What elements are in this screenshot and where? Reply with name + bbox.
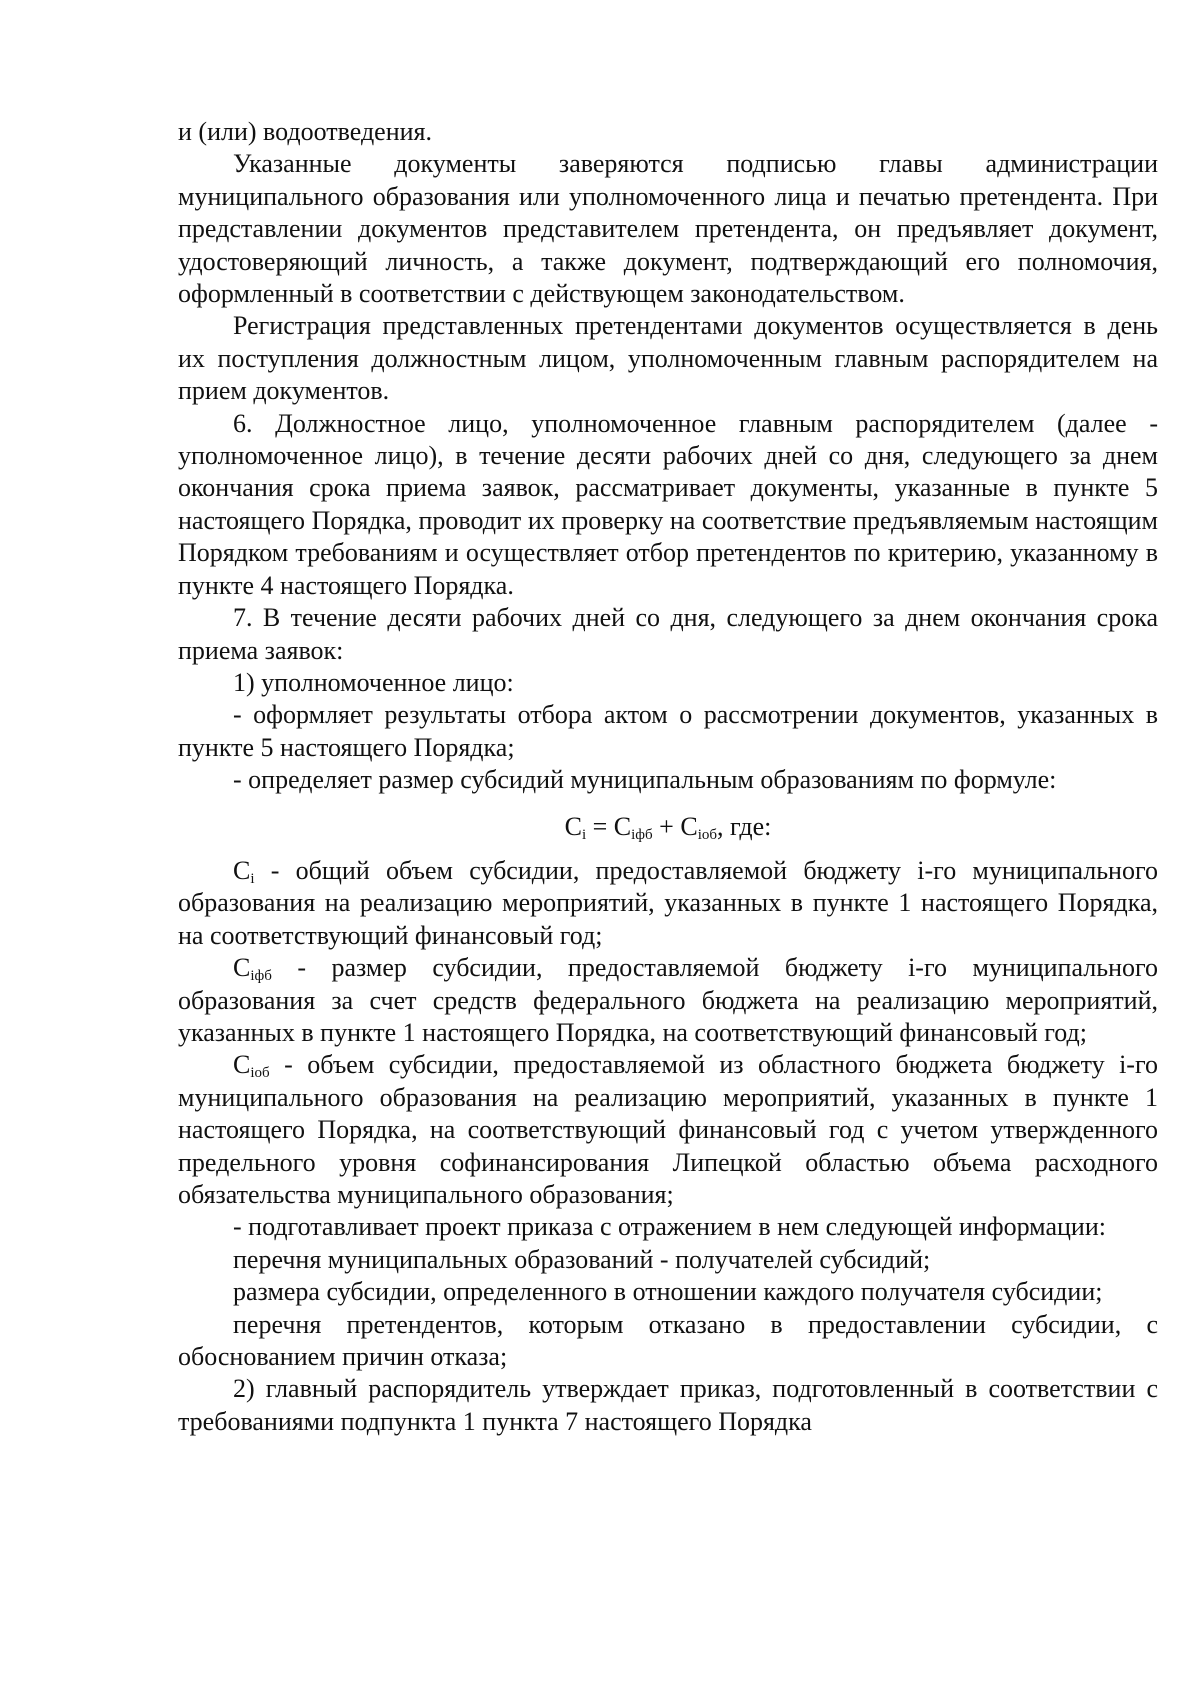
definition-text: - общий объем субсидии, предоставляемой бюджету i-го муниципального образования на реализацию мероприятий, указанных в пункте 1 настоящего Порядка, на соответствующий финансовый год; bbox=[178, 855, 1158, 950]
definition-symbol: C bbox=[233, 855, 251, 885]
list-item: перечня муниципальных образований - получателей субсидий; bbox=[233, 1244, 931, 1274]
definition-ci bbox=[178, 855, 1158, 952]
formula-subscript: iоб bbox=[697, 826, 717, 843]
paragraph-item-7: 7. В течение десяти рабочих дней со дня, следующего за днем окончания срока приема заявок: bbox=[178, 603, 1158, 665]
list-item: размера субсидии, определенного в отношении каждого получателя субсидии; bbox=[233, 1277, 1103, 1307]
formula-symbol: C bbox=[564, 811, 582, 841]
paragraph: Указанные документы заверяются подписью главы администрации муниципального образования или уполномоченного лица и печатью претендента. При представлении документов представителем претендента, он предъявляет документ, удостоверяющий личность, а также документ, подтверждающий его полномочия, оформленный в соответствии с действующем законодательством. bbox=[178, 149, 1158, 309]
subsidy-formula bbox=[178, 811, 1158, 843]
subitem-2: 2) главный распорядитель утверждает приказ, подготовленный в соответствии с требованиями подпункта 1 пункта 7 настоящего Порядка bbox=[178, 1374, 1158, 1436]
document-body bbox=[178, 116, 1158, 1438]
paragraph: Регистрация представленных претендентами документов осуществляется в день их поступления должностным лицом, уполномоченным главным распорядителем на прием документов. bbox=[178, 311, 1158, 406]
definition-symbol: C bbox=[233, 953, 251, 983]
definition-cifb bbox=[178, 952, 1158, 1049]
formula-subscript: iфб bbox=[631, 826, 653, 843]
list-item: - подготавливает проект приказа с отражением в нем следующей информации: bbox=[233, 1212, 1106, 1242]
formula-plus: + C bbox=[652, 811, 698, 841]
list-item: перечня претендентов, которым отказано в предоставлении субсидии, с обоснованием причин отказа; bbox=[178, 1309, 1158, 1372]
definition-text: - размер субсидии, предоставляемой бюджету i-го муниципального образования за счет средств федерального бюджета на реализацию мероприятий, указанных в пункте 1 настоящего Порядка, на соответствующий финансовый год; bbox=[178, 953, 1158, 1047]
definition-ciob bbox=[178, 1049, 1158, 1211]
paragraph-item-6: 6. Должностное лицо, уполномоченное главным распорядителем (далее - уполномоченное лицо), в течение десяти рабочих дней со дня, следующего за днем окончания срока приема заявок, рассматривает документы, указанные в пункте 5 настоящего Порядка, проводит их проверку на соответствие предъявляемым настоящим Порядком требованиям и осуществляет отбор претендентов по критерию, указанному в пункте 4 настоящего Порядка. bbox=[178, 408, 1158, 600]
list-item: - определяет размер субсидий муниципальным образованиям по формуле: bbox=[233, 765, 1057, 795]
definition-subscript: i bbox=[250, 870, 255, 887]
formula-tail: , где: bbox=[717, 811, 772, 841]
subitem-1: 1) уполномоченное лицо: bbox=[233, 667, 514, 697]
definition-symbol: C bbox=[233, 1050, 251, 1080]
definition-subscript: iоб bbox=[250, 1065, 270, 1082]
list-item: - оформляет результаты отбора актом о рассмотрении документов, указанных в пункте 5 настоящего Порядка; bbox=[178, 700, 1158, 762]
definition-text: - объем субсидии, предоставляемой из областного бюджета бюджету i-го муниципального образования на реализацию мероприятий, указанных в пункте 1 настоящего Порядка, на соответствующий финансовый год с учетом утвержденного предельного уровня софинансирования Липецкой областью объема расходного обязательства муниципального образования; bbox=[178, 1050, 1158, 1209]
paragraph: и (или) водоотведения. bbox=[178, 117, 433, 146]
formula-equals: = C bbox=[586, 811, 632, 841]
definition-subscript: iфб bbox=[250, 968, 272, 985]
formula-subscript: i bbox=[581, 826, 587, 843]
